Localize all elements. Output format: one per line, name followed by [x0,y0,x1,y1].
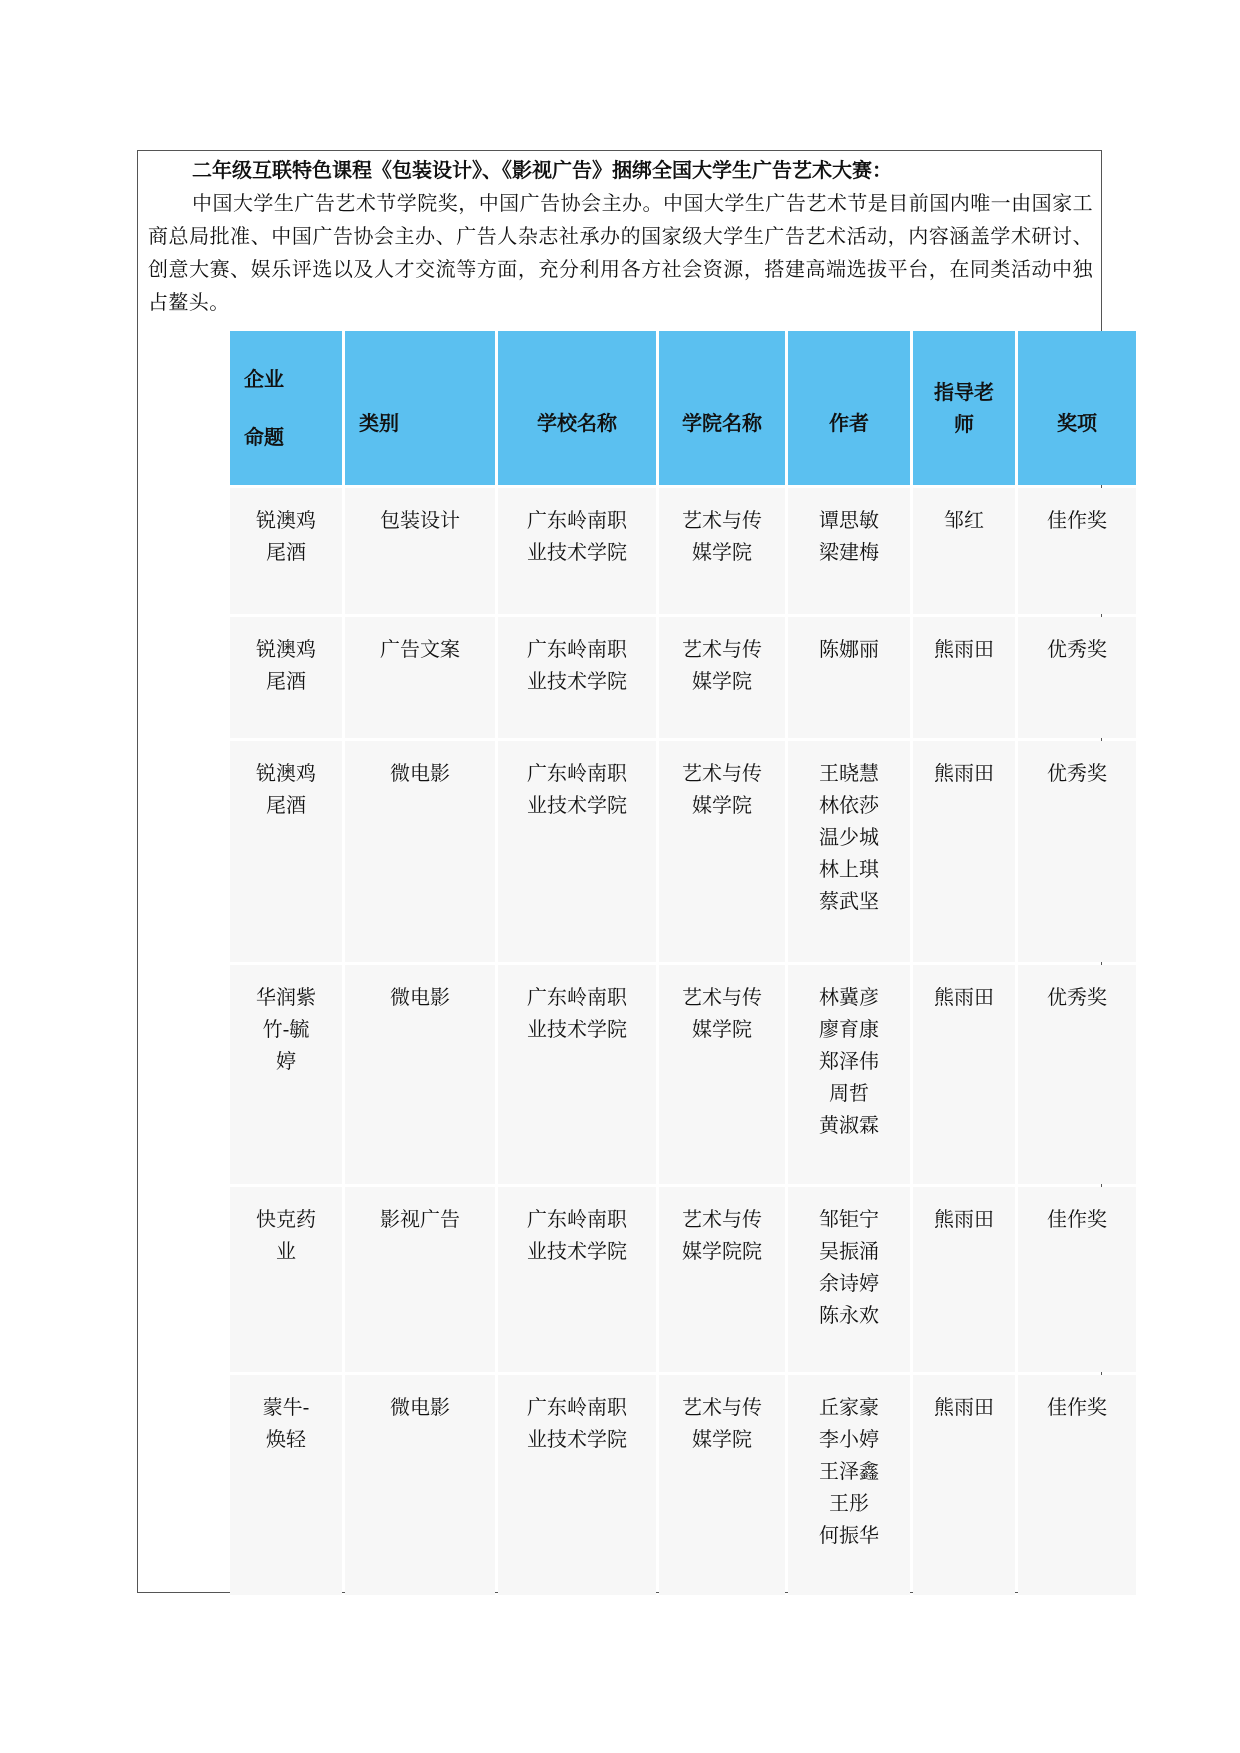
intro-section [148,154,1093,319]
cell-award-text: 佳作奖 [1047,508,1107,532]
header-award: 奖项 [1018,331,1136,485]
cell-college-line: 艺术与传 [682,1395,762,1419]
cell-category [345,488,495,614]
cell-school-line: 业技术学院 [527,793,627,817]
cell-college-line: 艺术与传 [682,985,762,1009]
cell-category [345,741,495,962]
cell-award [1018,1375,1136,1595]
cell-school [498,488,656,614]
table-row [230,1187,1136,1372]
cell-authors-line: 陈娜丽 [819,637,879,661]
cell-authors-line: 王泽鑫 [819,1459,879,1483]
cell-topic [230,617,342,738]
cell-college-line: 媒学院 [692,1427,752,1451]
cell-school-line: 业技术学院 [527,540,627,564]
cell-authors-line: 何振华 [819,1523,879,1547]
cell-authors-line: 林上琪 [819,857,879,881]
table-body [230,488,1136,1595]
header-college: 学院名称 [659,331,785,485]
cell-college-line: 媒学院 [692,1017,752,1041]
cell-authors [788,617,910,738]
cell-college-line: 艺术与传 [682,1207,762,1231]
cell-college [659,1187,785,1372]
cell-topic-line: 锐澳鸡 [256,761,316,785]
cell-college-line: 媒学院 [692,540,752,564]
cell-topic-line: 快克药 [256,1207,316,1231]
table-header-row [230,331,1136,485]
cell-authors-line: 林冀彦 [819,985,879,1009]
cell-category-text: 影视广告 [380,1207,460,1231]
cell-authors [788,488,910,614]
cell-category-text: 包装设计 [380,508,460,532]
cell-award [1018,741,1136,962]
cell-award [1018,1187,1136,1372]
cell-authors-line: 周哲 [829,1081,869,1105]
cell-advisor-text: 熊雨田 [934,985,994,1009]
cell-advisor-text: 熊雨田 [934,1207,994,1231]
cell-advisor-text: 邹红 [944,508,984,532]
cell-college-line: 艺术与传 [682,508,762,532]
cell-college [659,1375,785,1595]
cell-topic-line: 焕轻 [266,1427,306,1451]
cell-college-line: 媒学院 [692,669,752,693]
cell-topic-line: 竹-毓 [262,1017,310,1041]
cell-category [345,1187,495,1372]
header-school: 学校名称 [498,331,656,485]
cell-school [498,1375,656,1595]
cell-award [1018,617,1136,738]
cell-authors [788,1187,910,1372]
cell-award-text: 佳作奖 [1047,1207,1107,1231]
cell-authors [788,965,910,1184]
cell-authors-line: 丘家豪 [819,1395,879,1419]
cell-award [1018,965,1136,1184]
cell-authors-line: 邹钜宁 [819,1207,879,1231]
cell-advisor [913,488,1015,614]
cell-award-text: 优秀奖 [1047,985,1107,1009]
cell-advisor [913,617,1015,738]
cell-topic [230,1187,342,1372]
cell-authors-line: 余诗婷 [819,1271,879,1295]
cell-school [498,741,656,962]
cell-award-text: 佳作奖 [1047,1395,1107,1419]
cell-school-line: 业技术学院 [527,1239,627,1263]
cell-topic-line: 蒙牛- [262,1395,310,1419]
cell-authors-line: 李小婷 [819,1427,879,1451]
cell-award [1018,488,1136,614]
header-advisor: 指导老 师 [913,331,1015,485]
cell-authors-line: 黄淑霖 [819,1113,879,1137]
cell-college-line: 媒学院院 [682,1239,762,1263]
cell-authors-line: 林依莎 [819,793,879,817]
cell-authors-line: 郑泽伟 [819,1049,879,1073]
cell-category-text: 微电影 [390,761,450,785]
cell-advisor [913,1375,1015,1595]
cell-college [659,617,785,738]
cell-authors-line: 陈永欢 [819,1303,879,1327]
cell-category-text: 广告文案 [380,637,460,661]
cell-school-line: 业技术学院 [527,1017,627,1041]
cell-school-line: 业技术学院 [527,669,627,693]
header-authors: 作者 [788,331,910,485]
cell-authors-line: 温少城 [819,825,879,849]
header-topic: 企业 命题 [230,331,342,485]
table-row [230,741,1136,962]
cell-category-text: 微电影 [390,985,450,1009]
cell-award-text: 优秀奖 [1047,637,1107,661]
cell-school-line: 广东岭南职 [527,1395,627,1419]
cell-topic-line: 尾酒 [266,793,306,817]
cell-advisor-text: 熊雨田 [934,1395,994,1419]
cell-topic [230,1375,342,1595]
cell-college [659,965,785,1184]
cell-authors-line: 蔡武坚 [819,889,879,913]
awards-table [227,328,1139,1598]
cell-authors-line: 吴振涌 [819,1239,879,1263]
cell-topic-line: 锐澳鸡 [256,637,316,661]
cell-authors-line: 廖育康 [819,1017,879,1041]
cell-category [345,965,495,1184]
cell-authors [788,1375,910,1595]
table-row [230,488,1136,614]
intro-paragraph: 中国大学生广告艺术节学院奖，中国广告协会主办。中国大学生广告艺术节是目前国内唯一由国家工商总局批准、中国广告协会主办、广告人杂志社承办的国家级大学生广告艺术活动，内容涵盖学术研讨、创意大赛、娱乐评选以及人才交流等方面，充分利用各方社会资源，搭建高端选拔平台，在同类活动中独占鳌头。 [148,191,1093,314]
cell-college-line: 艺术与传 [682,637,762,661]
cell-advisor [913,1187,1015,1372]
cell-school [498,617,656,738]
cell-school-line: 业技术学院 [527,1427,627,1451]
cell-topic-line: 婷 [276,1049,296,1073]
table-row [230,1375,1136,1595]
cell-school-line: 广东岭南职 [527,637,627,661]
cell-college-line: 媒学院 [692,793,752,817]
cell-topic [230,741,342,962]
cell-authors-line: 王晓慧 [819,761,879,785]
cell-authors-line: 王彤 [829,1491,869,1515]
cell-college [659,488,785,614]
cell-authors-line: 谭思敏 [819,508,879,532]
cell-category-text: 微电影 [390,1395,450,1419]
cell-school-line: 广东岭南职 [527,985,627,1009]
cell-topic-line: 业 [276,1239,296,1263]
cell-college [659,741,785,962]
cell-category [345,617,495,738]
cell-school-line: 广东岭南职 [527,761,627,785]
cell-topic [230,965,342,1184]
cell-authors-line: 梁建梅 [819,540,879,564]
cell-topic-line: 锐澳鸡 [256,508,316,532]
section-heading: 二年级互联特色课程《包装设计》、《影视广告》捆绑全国大学生广告艺术大赛： [192,158,892,182]
cell-advisor-text: 熊雨田 [934,761,994,785]
cell-school [498,1187,656,1372]
table-row [230,965,1136,1184]
cell-advisor [913,965,1015,1184]
table-row [230,617,1136,738]
cell-school-line: 广东岭南职 [527,508,627,532]
cell-topic-line: 尾酒 [266,669,306,693]
cell-school-line: 广东岭南职 [527,1207,627,1231]
cell-topic-line: 尾酒 [266,540,306,564]
cell-category [345,1375,495,1595]
cell-school [498,965,656,1184]
cell-topic-line: 华润紫 [256,985,316,1009]
cell-award-text: 优秀奖 [1047,761,1107,785]
header-category: 类别 [345,331,495,485]
cell-advisor [913,741,1015,962]
cell-topic [230,488,342,614]
cell-college-line: 艺术与传 [682,761,762,785]
cell-authors [788,741,910,962]
cell-advisor-text: 熊雨田 [934,637,994,661]
